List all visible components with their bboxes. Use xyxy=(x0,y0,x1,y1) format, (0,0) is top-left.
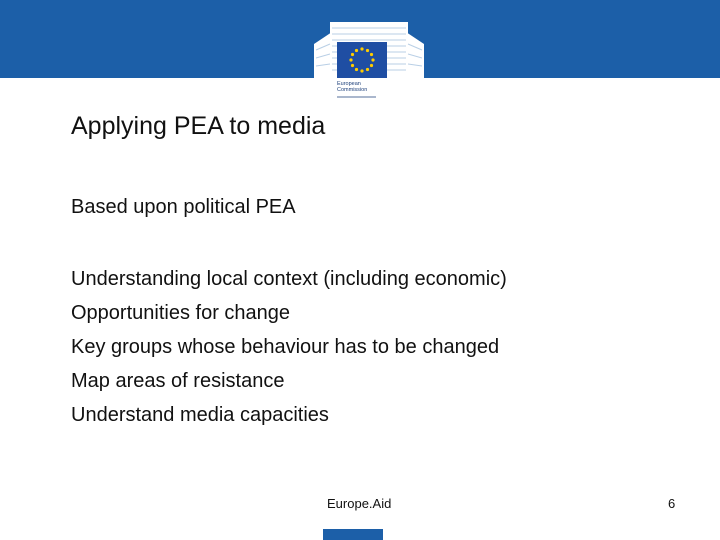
eu-flag-icon xyxy=(337,42,387,78)
point-list xyxy=(71,262,507,432)
logo-caption-line1: European xyxy=(337,81,361,87)
slide-title: Applying PEA to media xyxy=(71,112,326,140)
logo-caption xyxy=(337,81,397,93)
list-item: Map areas of resistance xyxy=(71,370,285,392)
footer-accent-bar xyxy=(323,529,383,540)
list-item: Opportunities for change xyxy=(71,302,291,324)
list-item: Understanding local context (including economic) xyxy=(71,268,507,290)
logo-caption-line2: Commission xyxy=(337,87,368,93)
page-number: 6 xyxy=(668,496,676,511)
list-item: Understand media capacities xyxy=(71,404,329,426)
footer-label: Europe.Aid xyxy=(327,496,392,511)
slide-intro: Based upon political PEA xyxy=(71,196,296,218)
list-item: Key groups whose behaviour has to be changed xyxy=(71,336,500,358)
